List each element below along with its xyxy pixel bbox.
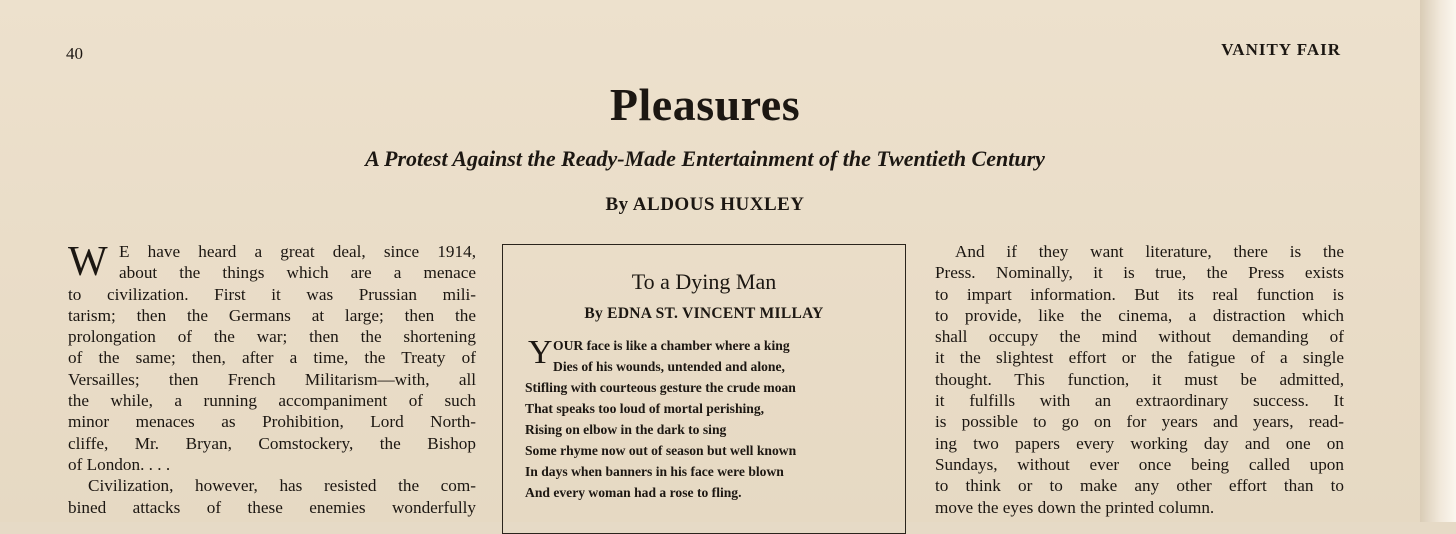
poem-drop-cap: Y xyxy=(528,334,553,371)
text-line: E have heard a great deal, since 1914, xyxy=(119,242,476,261)
left-column xyxy=(68,241,476,518)
text-line: of London. . . . xyxy=(68,454,171,474)
text-line: is possible to go on for years and years, read- xyxy=(935,412,1344,432)
poem-line: Some rhyme now out of season but well known xyxy=(525,443,797,458)
running-head: VANITY FAIR xyxy=(1221,40,1341,59)
poem-line: Rising on elbow in the dark to sing xyxy=(525,422,727,437)
text-line: of the same; then, after a time, the Treaty of xyxy=(68,348,476,368)
poem-author: By EDNA ST. VINCENT MILLAY xyxy=(584,305,824,322)
poem-line: Stifling with courteous gesture the crude moan xyxy=(525,380,796,395)
text-line: Press. Nominally, it is true, the Press exists xyxy=(935,263,1344,283)
text-line: prolongation of the war; then the shortening xyxy=(68,327,476,347)
text-line: minor menaces as Prohibition, Lord North- xyxy=(68,412,476,432)
poem-body xyxy=(525,335,895,503)
page-number: 40 xyxy=(66,44,83,63)
right-column xyxy=(935,241,1344,518)
text-line: cliffe, Mr. Bryan, Comstockery, the Bishop xyxy=(68,433,476,453)
text-line: Civilization, however, has resisted the com- xyxy=(88,476,476,496)
article-title: Pleasures xyxy=(609,79,801,130)
poem-sidebar xyxy=(502,244,906,534)
text-line: it the slightest effort or the fatigue of a single xyxy=(935,348,1344,368)
text-line: thought. This function, it must be admitted, xyxy=(935,369,1344,389)
text-line: And if they want literature, there is the xyxy=(955,242,1344,261)
poem-line: Dies of his wounds, untended and alone, xyxy=(553,359,785,374)
text-line: tarism; then the Germans at large; then the xyxy=(68,305,476,325)
article-byline: By ALDOUS HUXLEY xyxy=(605,194,805,215)
text-line: to think or to make any other effort than to xyxy=(935,476,1344,496)
text-line: shall occupy the mind without demanding of xyxy=(935,327,1344,347)
text-line: move the eyes down the printed column. xyxy=(935,497,1215,517)
poem-line: And every woman had a rose to fling. xyxy=(525,485,742,500)
text-line: to provide, like the cinema, a distraction which xyxy=(935,305,1344,325)
poem-line: That speaks too loud of mortal perishing, xyxy=(525,401,765,416)
text-line: bined attacks of these enemies wonderfully xyxy=(68,497,476,517)
text-line: Versailles; then French Militarism—with, all xyxy=(68,369,476,389)
drop-cap: W xyxy=(68,239,108,285)
article-subtitle: A Protest Against the Ready-Made Entertainment of the Twentieth Century xyxy=(365,146,1045,171)
text-line: the while, a running accompaniment of such xyxy=(68,391,476,411)
text-line: Sundays, without ever once being called upon xyxy=(935,454,1344,474)
text-line: ing two papers every working day and one on xyxy=(935,433,1344,453)
text-line: to impart information. But its real function is xyxy=(935,284,1344,304)
text-line: it fulfills with an extraordinary success. It xyxy=(935,391,1344,411)
poem-line: In days when banners in his face were blown xyxy=(525,464,784,479)
poem-line: OUR face is like a chamber where a king xyxy=(553,338,790,353)
text-line: to civilization. First it was Prussian mili- xyxy=(68,284,476,304)
poem-title: To a Dying Man xyxy=(631,269,777,294)
page-edge xyxy=(1420,0,1456,522)
text-line: about the things which are a menace xyxy=(119,263,476,283)
